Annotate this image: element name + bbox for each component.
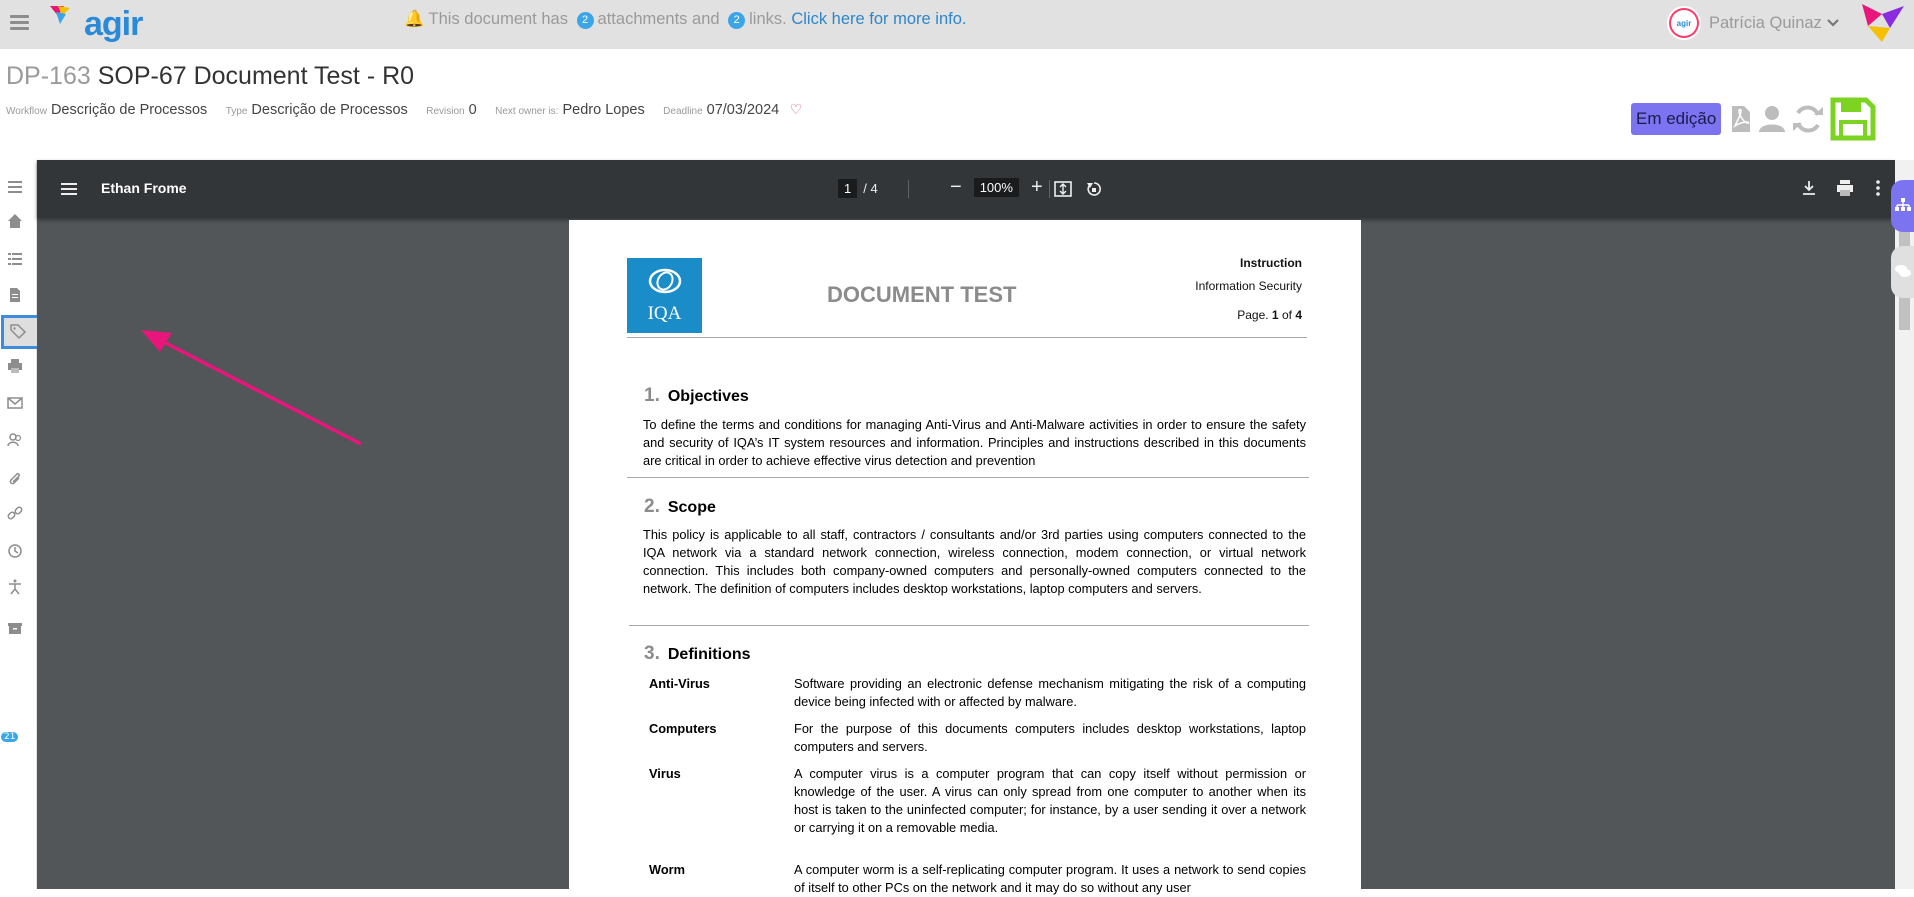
next-owner-value: Pedro Lopes: [562, 102, 645, 118]
chevron-down-icon[interactable]: [1827, 19, 1839, 27]
zoom-input[interactable]: 100%: [974, 178, 1019, 197]
iqa-emblem-icon: [647, 266, 683, 296]
user-name[interactable]: Patrícia Quinaz: [1709, 13, 1822, 32]
fit-page-icon[interactable]: [1054, 180, 1072, 198]
section-divider: [627, 477, 1309, 478]
menu-icon[interactable]: [7, 179, 23, 195]
iqa-logo-text: IQA: [647, 303, 682, 324]
deadline-value: 07/03/2024: [706, 102, 780, 118]
page-number-input[interactable]: 1: [838, 179, 857, 198]
agir-logo-text[interactable]: agir: [84, 5, 143, 43]
revision-label: Revision: [426, 106, 465, 117]
comments-icon: [1895, 264, 1911, 278]
section-text: To define the terms and conditions for managing Anti-Virus and Anti-Malware activities in order to ensure the safety and security of IQA’s IT system resources and information. Principles and instructions described in this documents are critical in order to achieve effective virus detection and prevention: [643, 417, 1306, 468]
page-title: [6, 62, 414, 91]
document-icon[interactable]: [7, 287, 23, 303]
links-label: links.: [749, 10, 787, 28]
page-total: / 4: [863, 181, 878, 196]
refresh-icon[interactable]: [1792, 104, 1824, 134]
document-heading: DOCUMENT TEST: [827, 282, 1017, 307]
definition-text: For the purpose of this documents computers includes desktop workstations, laptop computers and servers.: [794, 721, 1306, 754]
clock-icon[interactable]: [7, 543, 23, 559]
header-page-of: of: [1281, 308, 1292, 322]
section-heading: 3. Definitions: [644, 643, 751, 664]
attachments-notice: [404, 10, 966, 29]
header-divider: [627, 337, 1307, 338]
type-label: Type: [225, 106, 248, 117]
pdf-page: [569, 220, 1361, 895]
page-indicator: [838, 179, 878, 198]
rotate-icon[interactable]: [1085, 180, 1103, 198]
pdf-title: Ethan Frome: [101, 180, 187, 196]
workflow-value: Descrição de Processos: [50, 102, 208, 118]
zoom-in-icon[interactable]: +: [1030, 176, 1043, 198]
definition-text: Software providing an electronic defense mechanism mitigating the risk of a computing device being infected with or affected by malware.: [794, 676, 1306, 709]
definition-term: Worm: [649, 862, 686, 877]
definition-text: A computer virus is a computer program that can copy itself without permission or knowledge of the user. A virus can only spread from one computer to another when its host is taken to the uninfected computer; for instance, by a user sending it over a network or carrying it on a removable media.: [794, 766, 1306, 835]
bell-icon: 🔔: [404, 10, 425, 28]
section-heading: 1. Objectives: [644, 385, 749, 406]
header-page-number: [1237, 308, 1302, 322]
pdf-toolbar: [37, 160, 1895, 218]
document-actions: [1631, 97, 1882, 141]
iqa-logo: [627, 258, 702, 333]
brand-corner-icon: [1862, 4, 1904, 42]
save-icon[interactable]: [1830, 97, 1876, 141]
header-page-total: 4: [1295, 308, 1302, 322]
links-count-badge: 2: [728, 12, 745, 29]
avatar[interactable]: [1667, 6, 1701, 40]
status-badge[interactable]: Em edição: [1631, 103, 1721, 135]
revision-value: 0: [468, 102, 477, 118]
accessibility-icon[interactable]: [7, 579, 23, 595]
users-icon[interactable]: [7, 432, 23, 448]
top-bar: [0, 0, 1914, 49]
pdf-menu-icon[interactable]: [61, 182, 77, 196]
more-info-link[interactable]: Click here for more info.: [791, 10, 967, 28]
main-menu-icon[interactable]: [10, 12, 30, 34]
header-page-num: 1: [1271, 308, 1279, 322]
attachments-count-badge: 2: [577, 12, 594, 29]
document-id: DP-163: [6, 62, 91, 90]
workflow-label: Workflow: [6, 106, 47, 117]
print-icon[interactable]: [1836, 180, 1854, 196]
section-text: This policy is applicable to all staff, contractors / consultants and/or 3rd parties using computers connected to the IQA network via a standard network connection, wireless connection, modem connection, or virtual network connection. This includes both company-owned computers and personally-owned computers connected to the network. The definition of computers includes desktop workstations, laptop computers and servers.: [643, 527, 1306, 596]
toolbar-divider: [1049, 180, 1050, 198]
user-menu[interactable]: [1667, 6, 1839, 40]
print-icon[interactable]: [7, 358, 23, 374]
notification-count-badge: 21: [1, 732, 18, 742]
left-rail: [0, 160, 37, 889]
header-page-prefix: Page.: [1237, 308, 1269, 322]
definition-term: Anti-Virus: [649, 676, 710, 691]
sitemap-icon: [1895, 198, 1911, 212]
avatar-logo-text: agir: [1676, 18, 1692, 28]
download-icon[interactable]: [1801, 180, 1817, 196]
toolbar-divider: [908, 180, 909, 198]
link-icon[interactable]: [7, 505, 23, 521]
document-title: SOP-67 Document Test - R0: [97, 62, 415, 90]
type-value: Descrição de Processos: [251, 102, 408, 118]
notice-prefix: This document has: [428, 10, 568, 28]
header-instruction: Instruction: [1240, 256, 1302, 270]
deadline-label: Deadline: [663, 106, 703, 117]
zoom-out-icon[interactable]: −: [950, 176, 962, 198]
section-heading: 2. Scope: [644, 496, 716, 517]
favorite-heart-icon[interactable]: ♡: [789, 101, 803, 117]
list-icon[interactable]: [7, 251, 23, 267]
zoom-controls: [950, 177, 1043, 197]
comments-tab[interactable]: [1891, 246, 1914, 298]
user-icon[interactable]: [1758, 105, 1786, 133]
paperclip-icon[interactable]: [7, 471, 23, 487]
pdf-icon[interactable]: [1730, 105, 1752, 133]
definition-text: A computer worm is a self-replicating computer program. It uses a network to send copies of itself to other PCs on the network and it may do so without any user: [794, 862, 1306, 895]
definition-term: Computers: [649, 721, 717, 736]
tags-icon: [10, 324, 28, 340]
mail-icon[interactable]: [7, 395, 23, 411]
header-department: Information Security: [1195, 279, 1302, 293]
archive-icon[interactable]: [7, 620, 23, 636]
section-divider: [629, 625, 1309, 626]
next-owner-label: Next owner is:: [495, 106, 559, 117]
home-icon[interactable]: [7, 213, 23, 229]
document-meta: [6, 101, 802, 119]
attachments-label: attachments and: [597, 10, 720, 28]
definition-term: Virus: [649, 766, 681, 781]
more-options-icon[interactable]: [1876, 180, 1880, 196]
sitemap-tab[interactable]: [1891, 180, 1914, 232]
